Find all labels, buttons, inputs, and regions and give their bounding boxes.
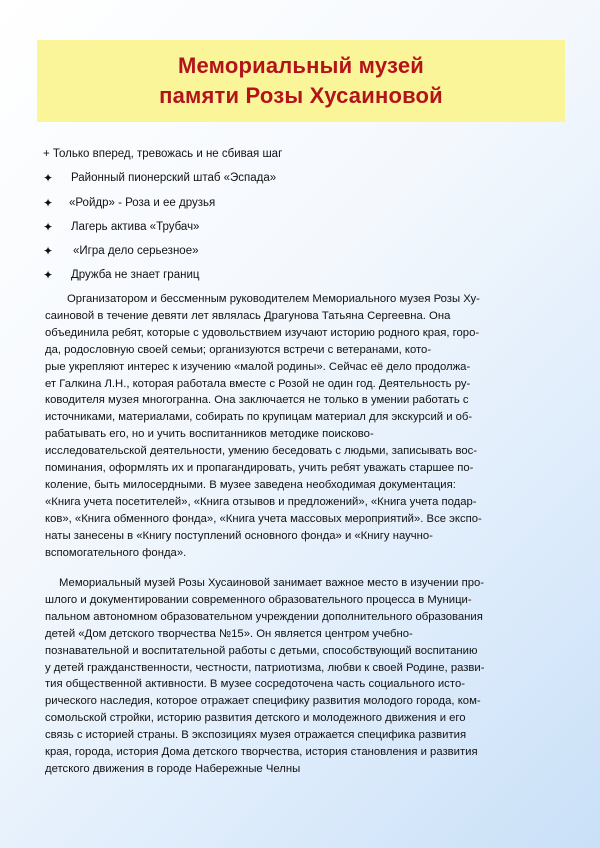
text-line: у детей гражданственности, честности, патриотизма, любви к своей Родине, разви- bbox=[45, 661, 485, 674]
list-item bbox=[43, 146, 573, 170]
project-list bbox=[43, 146, 573, 292]
list-item bbox=[43, 267, 573, 291]
list-item-text: Дружба не знает границ bbox=[71, 269, 200, 282]
page-title-line-1: Мемориальный музей bbox=[177, 53, 425, 78]
text-line: детского движения в городе Набережные Челны bbox=[45, 762, 301, 775]
text-line: рабатывать его, но и учить воспитанников методике поисково- bbox=[45, 428, 374, 441]
paragraph-organizers bbox=[45, 291, 570, 562]
text-line: шлого и документировании современного образовательного процесса в Муници- bbox=[45, 593, 472, 606]
text-line: ков», «Книга обменного фонда», «Книга учета массовых мероприятий». Все экспо- bbox=[45, 512, 482, 525]
text-line: саиновой в течение девяти лет являлась Драгунова Татьяна Сергеевна. Она bbox=[45, 309, 451, 322]
text-line: познавательной и воспитательной работы с детьми, способствующий воспитанию bbox=[45, 644, 478, 657]
list-item bbox=[43, 195, 573, 219]
list-item-text: Лагерь актива «Трубач» bbox=[71, 220, 200, 233]
text-line: пальном автономном образовательном учреждении дополнительного образования bbox=[45, 610, 483, 623]
list-item bbox=[43, 170, 573, 194]
text-line: ководителя музея многогранна. Она заключается не только в умении работать с bbox=[45, 394, 469, 407]
text-line: коление, быть милосердными. В музее заведена необходимая документация: bbox=[45, 478, 456, 491]
text-line: Организатором и бессменным руководителем Мемориального музея Розы Ху- bbox=[67, 293, 480, 305]
list-item-text: Районный пионерский штаб «Эспада» bbox=[71, 172, 277, 185]
text-line: ет Галкина Л.Н., которая работала вместе с Розой не один год. Деятельность ру- bbox=[45, 377, 471, 390]
text-line: да, родословную своей семьи; организуются встречи с ветеранами, кото- bbox=[45, 343, 432, 356]
star-bullet-icon: ✦ bbox=[43, 195, 54, 210]
text-line: наты занесены в «Книгу поступлений основного фонда» и «Книгу научно- bbox=[45, 529, 433, 542]
text-line: рые укрепляют интерес к изучению «малой родины». Сейчас её дело продолжа- bbox=[45, 360, 471, 373]
text-line: края, города, история Дома детского творчества, история становления и развития bbox=[45, 746, 478, 759]
text-line: детей «Дом детского творчества №15». Он является центром учебно- bbox=[45, 627, 413, 640]
list-item-text: «Ройдр» - Роза и ее друзья bbox=[69, 196, 216, 209]
text-line: «Книга учета посетителей», «Книга отзывов и предложений», «Книга учета подар- bbox=[45, 495, 477, 508]
list-item-text: + Только вперед, тревожась и не сбивая шаг bbox=[43, 148, 283, 160]
text-line: поминания, оформлять их и пропагандировать, учить ребят уважать старшее по- bbox=[45, 462, 474, 475]
text-line: исследовательской деятельности, умению беседовать с людьми, записывать вос- bbox=[45, 445, 478, 458]
text-line: объединила ребят, которые с удовольствием изучают историю родного края, горо- bbox=[45, 326, 480, 339]
star-bullet-icon: ✦ bbox=[43, 268, 54, 283]
list-item-text: «Игра дело серьезное» bbox=[73, 245, 199, 258]
page-title-line-2: памяти Розы Хусаиновой bbox=[159, 83, 443, 108]
list-item bbox=[43, 219, 573, 243]
text-line: тия общественной активности. В музее сосредоточена часть социального истo- bbox=[45, 678, 466, 691]
list-item bbox=[43, 243, 573, 267]
star-bullet-icon: ✦ bbox=[43, 219, 54, 234]
text-line: Мемориальный музей Розы Хусаиновой занимает важное место в изучении про- bbox=[59, 577, 485, 589]
text-line: сомольской стройки, историю развития детского и молодежного движения и его bbox=[45, 712, 466, 725]
text-line: рического наследия, которое отражает специфику развития молодого города, ком- bbox=[45, 695, 481, 708]
text-line: вспомогательного фонда». bbox=[45, 546, 187, 559]
text-line: источниками, материалами, собирать по крупицам материал для экскурсий и об- bbox=[45, 411, 473, 424]
text-line: связь с историей страны. В экспозициях музея отражается специфика развития bbox=[45, 729, 467, 742]
star-bullet-icon: ✦ bbox=[43, 244, 54, 259]
title-banner bbox=[37, 40, 565, 122]
star-bullet-icon: ✦ bbox=[43, 171, 54, 186]
paragraph-museum-role bbox=[45, 575, 570, 778]
